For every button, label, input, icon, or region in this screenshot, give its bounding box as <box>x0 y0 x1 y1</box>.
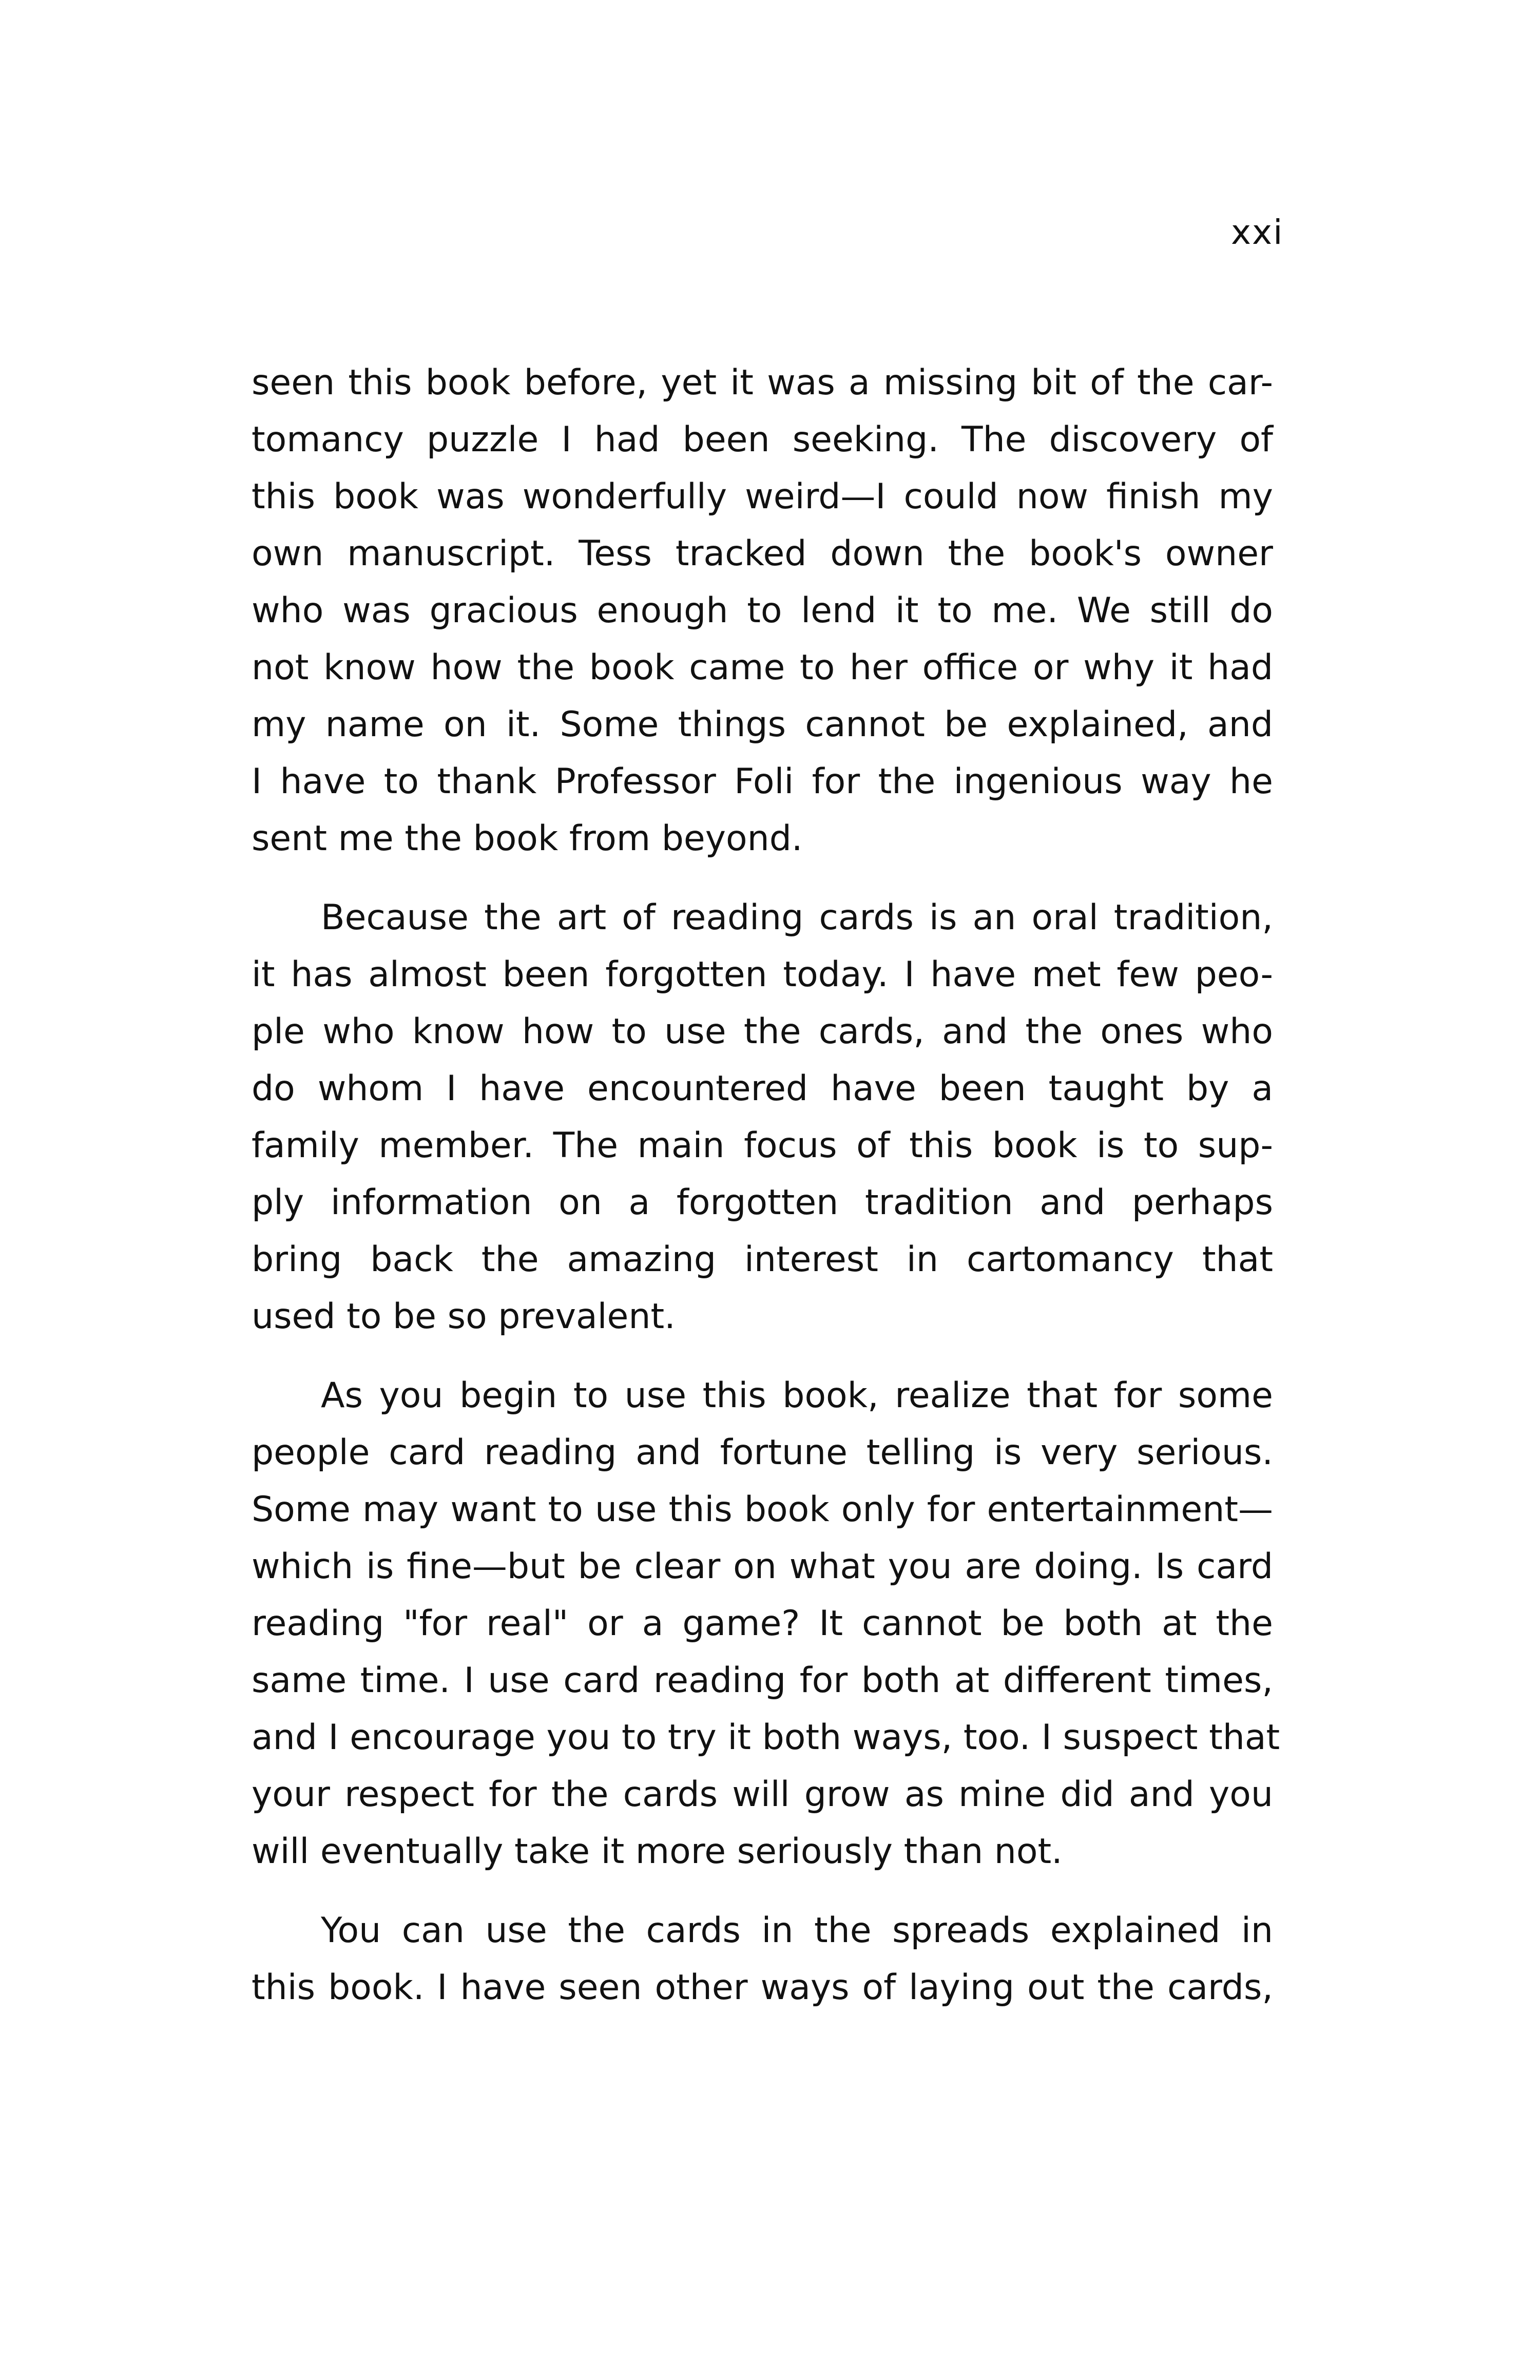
text-line: own manuscript. Tess tracked down the book's owner <box>252 533 1273 574</box>
text-line: reading "for real" or a game? It cannot be both at the <box>252 1603 1273 1644</box>
text-line: You can use the cards in the spreads explained in <box>321 1910 1273 1951</box>
text-line: my name on it. Some things cannot be explained, and <box>252 704 1273 745</box>
text-line: your respect for the cards will grow as mine did and you <box>252 1774 1273 1815</box>
text-line: ply information on a forgotten tradition and perhaps <box>252 1182 1273 1223</box>
text-line: who was gracious enough to lend it to me. We still do <box>252 590 1273 631</box>
text-line: Some may want to use this book only for entertainment— <box>252 1489 1273 1530</box>
text-line: not know how the book came to her office or why it had <box>252 647 1273 688</box>
text-line: sent me the book from beyond. <box>252 818 803 859</box>
text-line: do whom I have encountered have been taught by a <box>252 1068 1273 1109</box>
text-line: people card reading and fortune telling is very serious. <box>252 1432 1273 1473</box>
paragraph-2 <box>252 889 1273 1345</box>
text-line: bring back the amazing interest in cartomancy that <box>252 1239 1273 1280</box>
body-text <box>252 354 1280 2038</box>
text-line: As you begin to use this book, realize that for some <box>321 1375 1273 1416</box>
page-number: xxi <box>1231 213 1284 252</box>
text-line: used to be so prevalent. <box>252 1296 676 1337</box>
text-line: it has almost been forgotten today. I have met few peo- <box>252 954 1273 995</box>
text-line: I have to thank Professor Foli for the ingenious way he <box>252 761 1273 802</box>
text-line: will eventually take it more seriously than not. <box>252 1831 1063 1872</box>
text-line: Because the art of reading cards is an oral tradition, <box>321 897 1273 938</box>
text-line: seen this book before, yet it was a missing bit of the car- <box>252 362 1273 403</box>
paragraph-4 <box>252 1902 1273 2016</box>
text-line: tomancy puzzle I had been seeking. The discovery of <box>252 419 1273 460</box>
text-line: ple who know how to use the cards, and the ones who <box>252 1011 1273 1052</box>
text-line: this book. I have seen other ways of laying out the cards, <box>252 1967 1273 2008</box>
text-line: family member. The main focus of this book is to sup- <box>252 1125 1273 1166</box>
paragraph-1 <box>252 354 1273 867</box>
text-line: and I encourage you to try it both ways, too. I suspect that <box>252 1717 1280 1758</box>
text-line: this book was wonderfully weird—I could now finish my <box>252 476 1273 517</box>
text-line: which is fine—but be clear on what you are doing. Is card <box>252 1546 1273 1587</box>
text-line: same time. I use card reading for both at different times, <box>252 1660 1273 1701</box>
paragraph-3 <box>252 1367 1280 1880</box>
